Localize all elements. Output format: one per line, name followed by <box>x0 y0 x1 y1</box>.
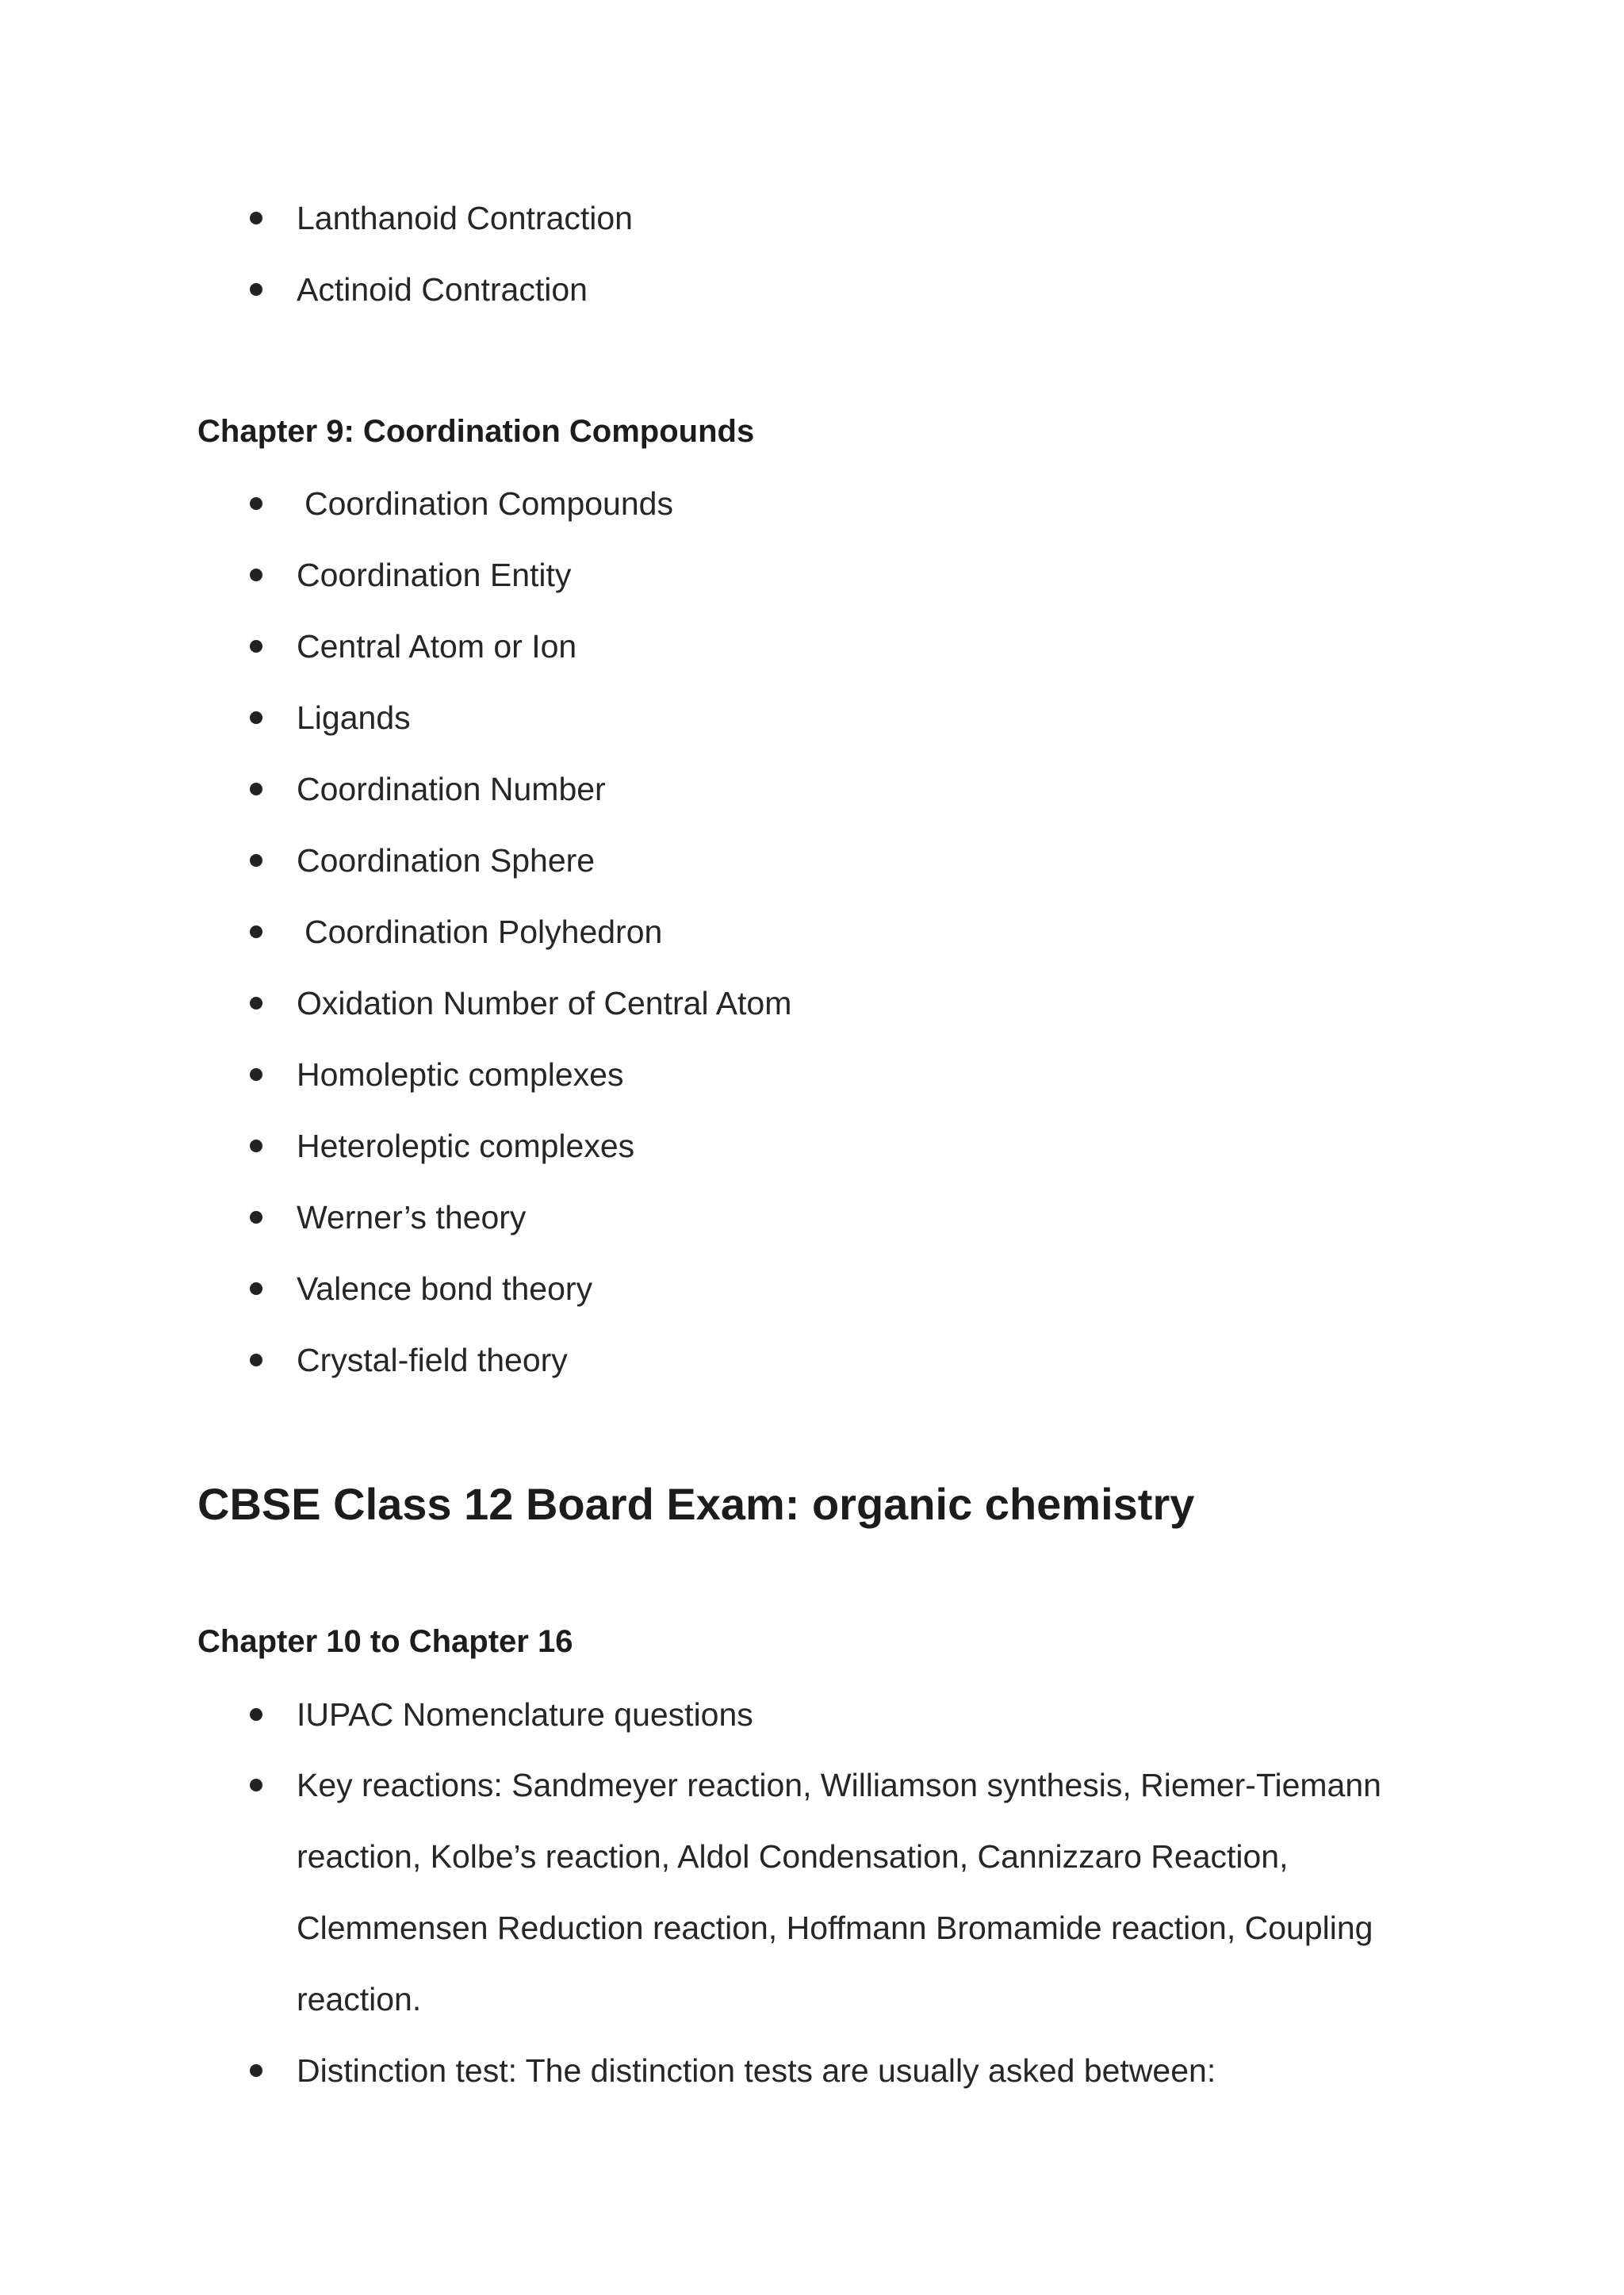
list-item <box>0 198 1624 270</box>
bullet-icon <box>250 497 262 510</box>
bullet-icon <box>250 925 262 938</box>
list-item <box>0 270 1624 341</box>
list-item-text: Werner’s theory <box>297 1199 527 1236</box>
list-item <box>0 912 1624 983</box>
bullet-icon <box>250 1068 262 1081</box>
bullet-icon <box>250 1779 262 1791</box>
bullet-icon <box>250 1282 262 1295</box>
list-item-text: Coordination Polyhedron <box>304 914 663 950</box>
list-item <box>0 1340 1624 1412</box>
list-item <box>0 769 1624 841</box>
list-item-text: Oxidation Number of Central Atom <box>297 985 792 1021</box>
list-item <box>0 1055 1624 1126</box>
organic-chemistry-heading: CBSE Class 12 Board Exam: organic chemistry <box>197 1479 1195 1529</box>
list-item-text: Coordination Entity <box>297 557 572 593</box>
list-item-text: Lanthanoid Contraction <box>297 200 633 236</box>
key-reactions-item <box>0 1765 1624 2051</box>
organic-list-top <box>0 1695 1624 1766</box>
list-item-text: Heteroleptic complexes <box>297 1128 635 1164</box>
list-item <box>0 484 1624 555</box>
bullet-icon <box>250 1708 262 1721</box>
list-item-text: Ligands <box>297 699 411 736</box>
list-item-text: Valence bond theory <box>297 1270 593 1307</box>
list-item <box>0 555 1624 626</box>
list-item <box>0 841 1624 912</box>
key-reactions-line: Key reactions: Sandmeyer reaction, Williamson synthesis, Riemer-Tiemann <box>297 1767 1381 1803</box>
bullet-icon <box>250 854 262 867</box>
list-item <box>0 626 1624 698</box>
list-item-text: Coordination Compounds <box>304 485 673 522</box>
list-item <box>0 1269 1624 1340</box>
bullet-icon <box>250 2064 262 2077</box>
list-item-text: Homoleptic complexes <box>297 1056 624 1093</box>
list-item-text: Crystal-field theory <box>297 1342 568 1378</box>
chapter-10-16-heading: Chapter 10 to Chapter 16 <box>197 1624 573 1659</box>
key-reactions-line: reaction. <box>297 1981 422 2017</box>
bullet-icon <box>250 640 262 653</box>
list-item-text: Coordination Sphere <box>297 842 596 879</box>
list-item <box>0 1695 1624 1766</box>
bullet-icon <box>250 569 262 581</box>
list-item <box>0 2051 1624 2122</box>
list-item-text: Distinction test: The distinction tests are usually asked between: <box>297 2052 1216 2089</box>
organic-list-bottom <box>0 2051 1624 2122</box>
bullet-icon <box>250 711 262 724</box>
key-reactions-line: Clemmensen Reduction reaction, Hoffmann Bromamide reaction, Coupling <box>297 1910 1373 1946</box>
bullet-icon <box>250 1140 262 1152</box>
key-reactions-line: reaction, Kolbe’s reaction, Aldol Condensation, Cannizzaro Reaction, <box>297 1838 1289 1875</box>
list-item <box>0 983 1624 1055</box>
chapter-9-heading: Chapter 9: Coordination Compounds <box>197 414 755 449</box>
list-item <box>0 698 1624 769</box>
list-item <box>0 1197 1624 1269</box>
bullet-icon <box>250 283 262 296</box>
list-item-text: Actinoid Contraction <box>297 271 588 308</box>
list-item-text: IUPAC Nomenclature questions <box>297 1696 753 1733</box>
list-item-text: Coordination Number <box>297 771 606 807</box>
bullet-icon <box>250 212 262 224</box>
list-item <box>0 1126 1624 1197</box>
contraction-list <box>0 198 1624 341</box>
bullet-icon <box>250 1211 262 1224</box>
bullet-icon <box>250 997 262 1010</box>
bullet-icon <box>250 783 262 795</box>
list-item-text: Central Atom or Ion <box>297 628 577 665</box>
chapter-9-list <box>0 484 1624 1412</box>
bullet-icon <box>250 1354 262 1366</box>
